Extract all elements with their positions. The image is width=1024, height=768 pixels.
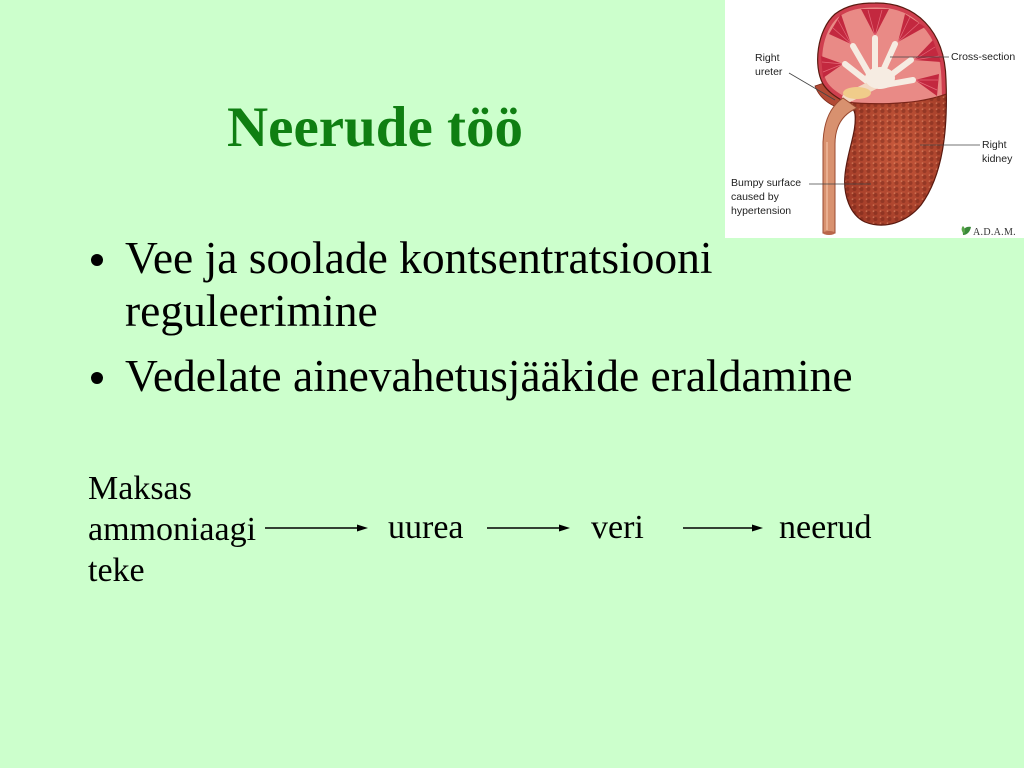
- flow-source-text: Maksas ammoniaagi teke: [88, 470, 257, 589]
- bullet-text: Vedelate ainevahetusjääkide eraldamine: [125, 350, 853, 401]
- label-bumpy-surface-line2: caused by: [731, 191, 779, 203]
- flow-arrow: [265, 525, 368, 532]
- bullet-item: [125, 349, 915, 402]
- slide-title: Neerude töö: [227, 96, 523, 159]
- flow-step: neerud: [779, 509, 872, 546]
- label-bumpy-surface-line1: Bumpy surface: [731, 177, 802, 189]
- bullet-marker: [91, 254, 103, 266]
- label-right-kidney-line1: Right: [982, 139, 1007, 151]
- label-right-ureter-line2: ureter: [755, 66, 783, 78]
- bullet-text: Vee ja soolade kontsentratsiooni reguleerimine: [125, 232, 713, 336]
- bullet-marker: [91, 372, 103, 384]
- adam-logo-text: A.D.A.M.: [973, 227, 1016, 238]
- bullet-list: [125, 231, 915, 414]
- kidney-illustration: [725, 0, 1024, 238]
- bullet-item: [125, 231, 915, 337]
- label-right-kidney-line2: kidney: [982, 153, 1013, 165]
- label-right-ureter-line1: Right: [755, 52, 780, 64]
- label-cross-section: Cross-section: [951, 51, 1016, 63]
- flow-step: uurea: [388, 509, 464, 546]
- flow-arrow: [487, 525, 570, 532]
- label-bumpy-surface-line3: hypertension: [731, 205, 792, 217]
- flow-step: veri: [591, 509, 644, 546]
- flow-arrow: [683, 525, 763, 532]
